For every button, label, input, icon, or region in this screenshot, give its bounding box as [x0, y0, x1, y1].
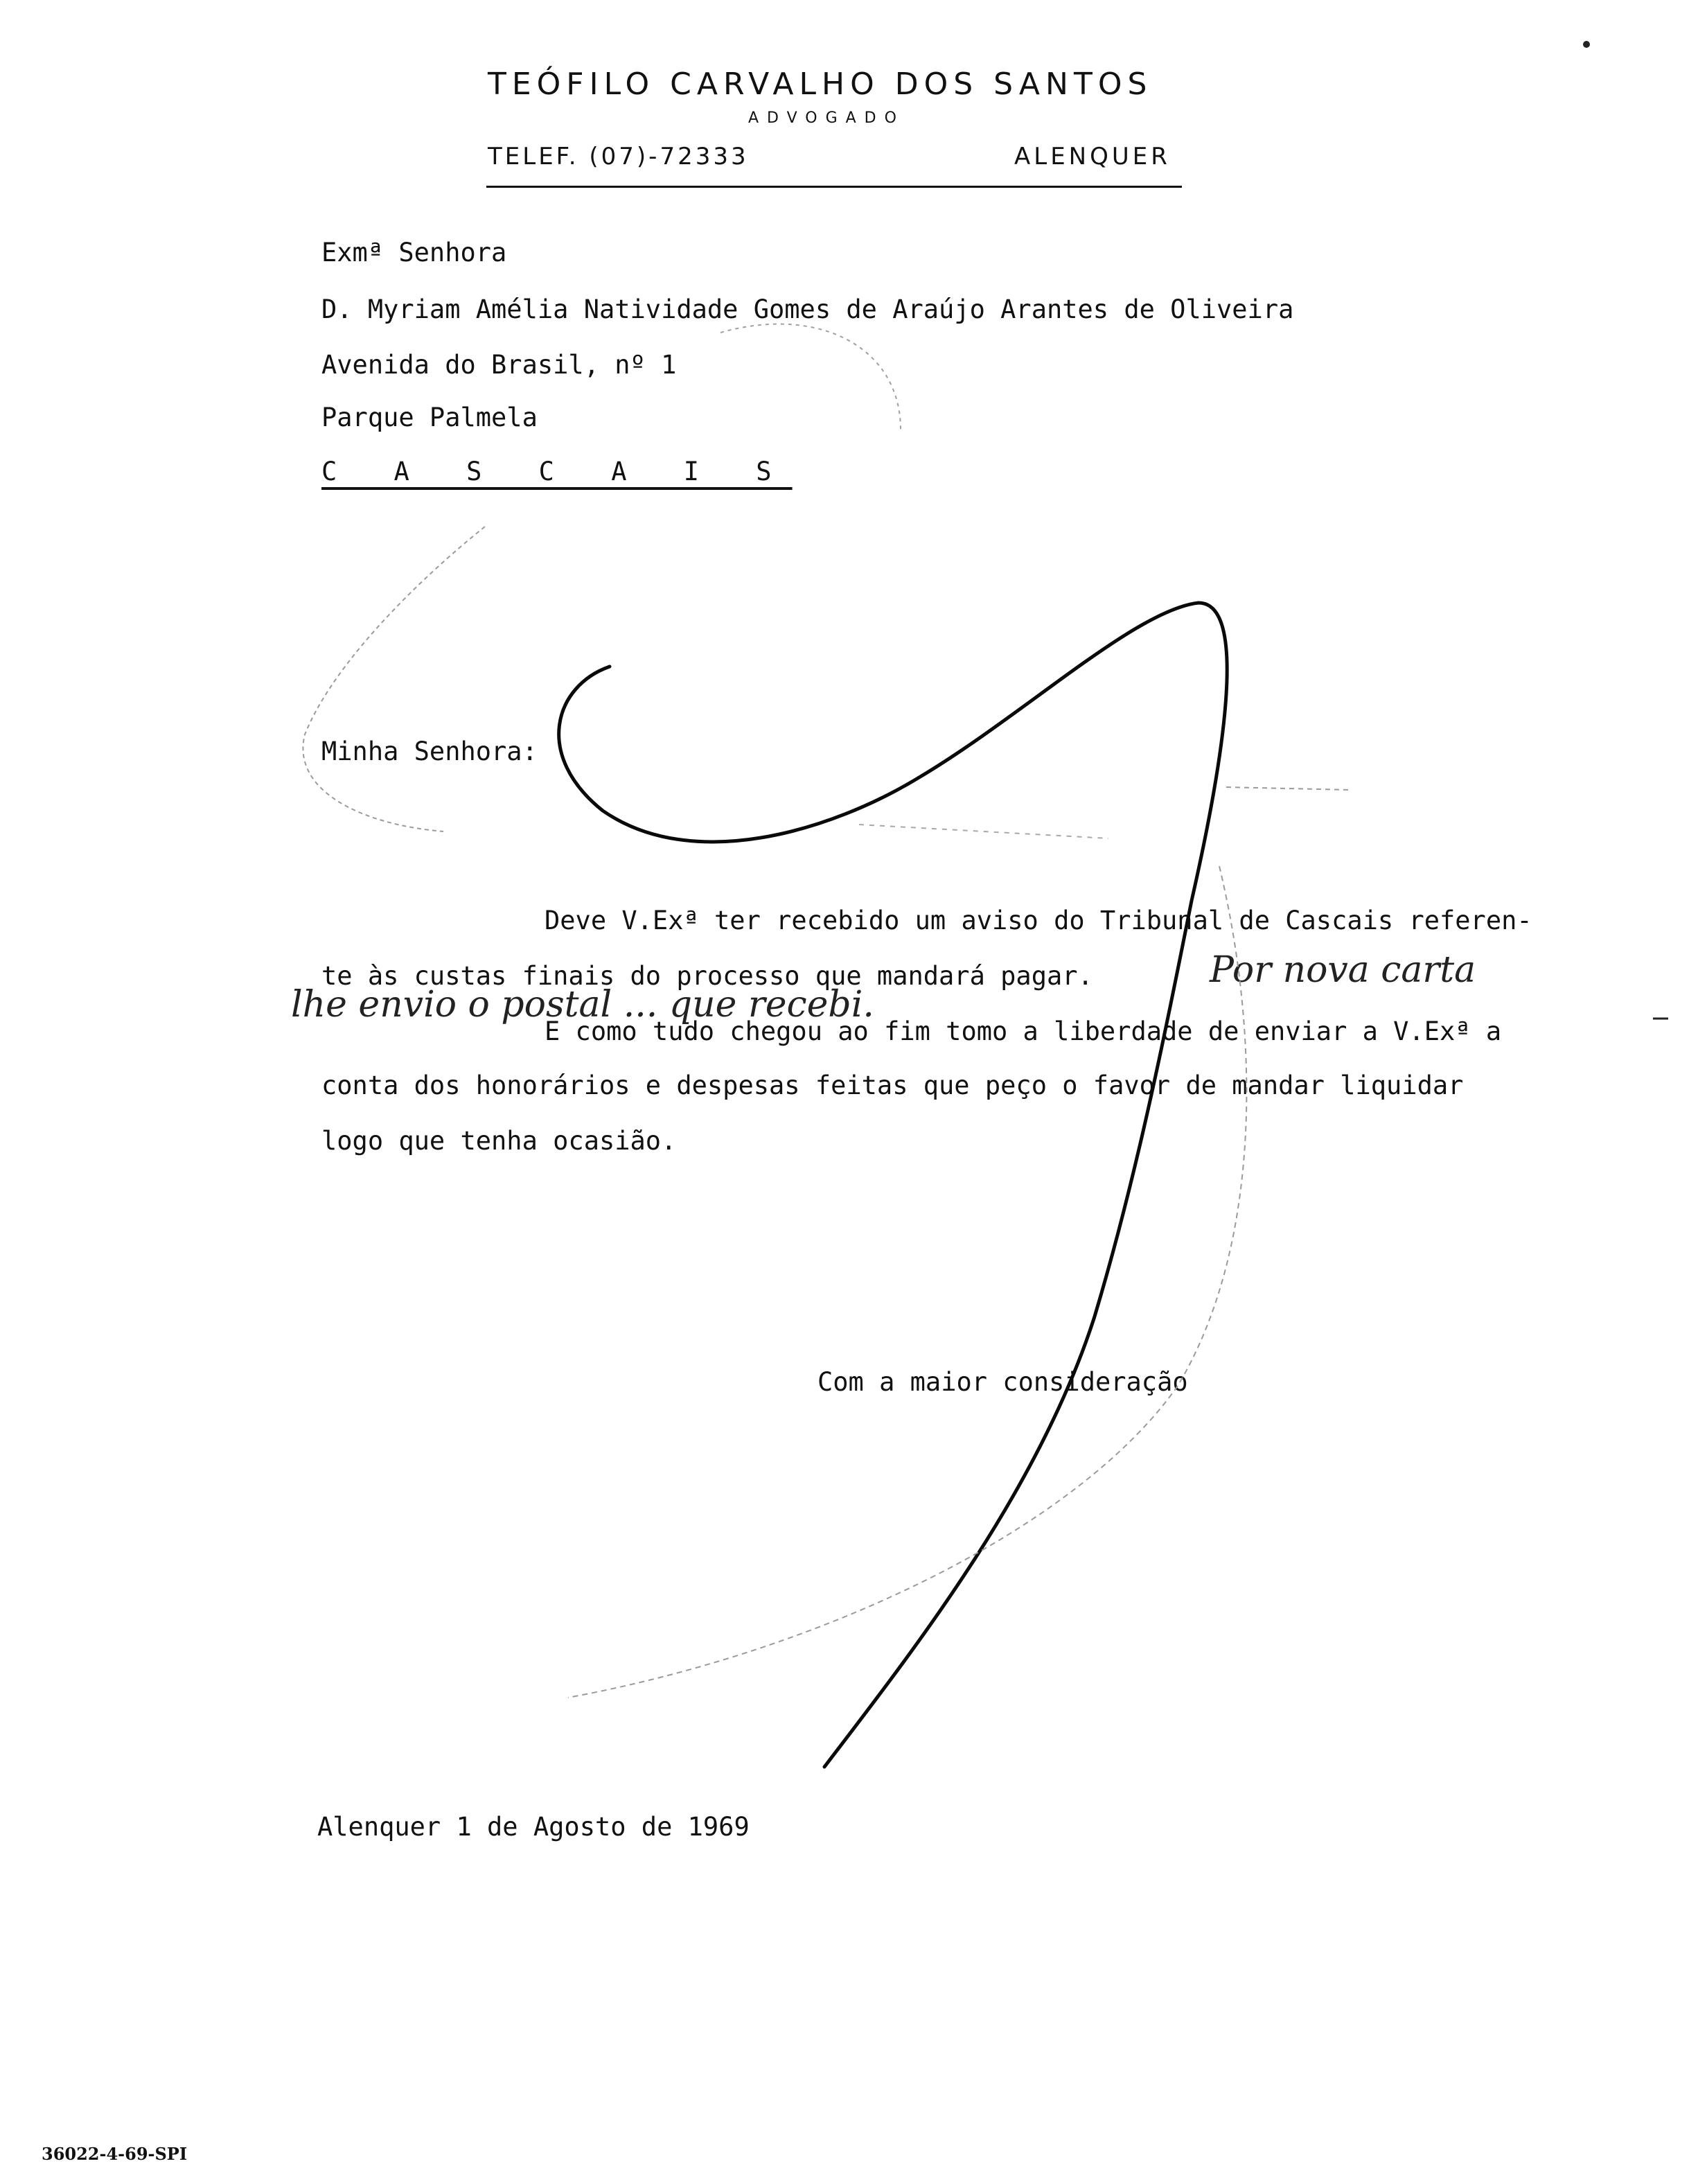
letterhead-title: ADVOGADO — [748, 109, 905, 127]
letterhead-city: ALENQUER — [1014, 143, 1171, 170]
letterhead-name: TEÓFILO CARVALHO DOS SANTOS — [488, 67, 1153, 102]
letter-greeting: Minha Senhora: — [321, 737, 538, 766]
place-date: Alenquer 1 de Agosto de 1969 — [317, 1812, 750, 1842]
pencil-curve-top — [720, 324, 901, 430]
letterhead-phone: TELEF. (07)-72333 — [488, 143, 749, 170]
body-line-4: conta dos honorários e despesas feitas que peço o favor de mandar liquidar — [321, 1071, 1464, 1100]
body-line-3: E como tudo chegou ao fim tomo a liberdade de enviar a V.Exª a — [545, 1016, 1502, 1046]
body-line-5: logo que tenha ocasião. — [321, 1126, 677, 1156]
pencil-curve-large — [303, 527, 485, 831]
pencil-curve-right — [568, 866, 1246, 1698]
address-recipient: D. Myriam Amélia Natividade Gomes de Araújo Arantes de Oliveira — [321, 294, 1294, 324]
address-salutation: Exmª Senhora — [321, 238, 507, 267]
body-line-2: te às custas finais do processo que mandará pagar. — [321, 961, 1093, 991]
pencil-dash-mid — [859, 825, 1108, 838]
address-area: Parque Palmela — [321, 403, 538, 432]
pencil-dash-right — [1226, 787, 1351, 790]
address-street: Avenida do Brasil, nº 1 — [321, 350, 677, 380]
handwritten-line-1: Por nova carta — [1210, 949, 1476, 991]
footer-code: 36022-4-69-SPI — [42, 2144, 188, 2164]
body-line-1: Deve V.Exª ter recebido um aviso do Tribunal de Cascais referen- — [545, 906, 1532, 935]
corner-dot — [1583, 41, 1590, 48]
handwritten-line-2: lhe envio o postal ... que recebi. — [291, 984, 874, 1025]
address-city: C A S C A I S — [321, 457, 793, 486]
pen-stroke-main — [559, 603, 1228, 1767]
closing-line: Com a maior consideração — [817, 1367, 1188, 1397]
